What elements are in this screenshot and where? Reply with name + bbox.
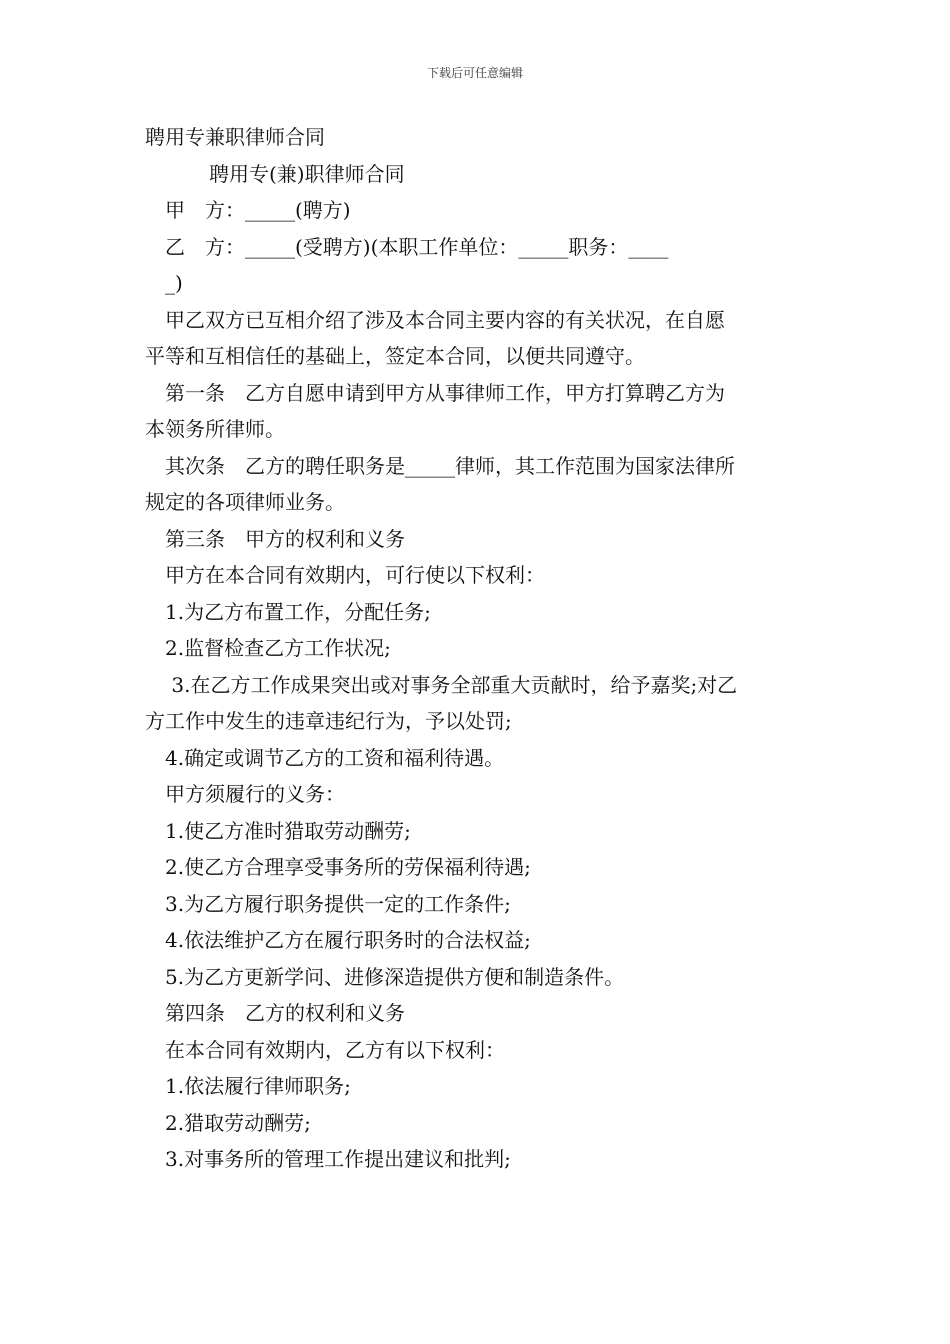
party-b-line-cont: _) [165,271,183,295]
list-item: 5.为乙方更新学问、进修深造提供方便和制造条件。 [165,964,625,989]
intro-paragraph-cont: 平等和互相信任的基础上，签定本合同，以便共同遵守。 [145,344,645,368]
list-item: 2.监督检查乙方工作状况; [165,636,391,660]
list-item: 2.使乙方合理享受事务所的劳保福利待遇; [165,855,531,879]
list-item: 1.使乙方准时猎取劳动酬劳; [165,818,411,843]
article-1: 第一条 乙方自愿申请到甲方从事律师工作，甲方打算聘乙方为 [165,380,725,405]
article-1-cont: 本领务所律师。 [145,417,285,441]
list-item: 4.确定或调节乙方的工资和福利待遇。 [165,745,505,770]
list-item: 1.依法履行律师职务; [165,1074,351,1098]
article-3-duties-intro: 甲方须履行的义务： [165,782,345,806]
intro-paragraph: 甲乙双方已互相介绍了涉及本合同主要内容的有关状况，在自愿 [165,307,725,332]
page-header: 下载后可任意编辑 [426,66,523,80]
list-item: 3.在乙方工作成果突出或对事务全部重大贡献时，给予嘉奖;对乙 [165,672,738,697]
article-4-rights-intro: 在本合同有效期内，乙方有以下权利： [165,1037,505,1062]
document-subtitle: 聘用专(兼)职律师合同 [209,161,405,186]
list-item: 4.依法维护乙方在履行职务时的合法权益; [165,928,531,952]
list-item: 3.为乙方履行职务提供一定的工作条件; [165,891,511,916]
list-item-cont: 方工作中发生的违章违纪行为，予以处罚; [145,709,512,733]
article-4-title: 第四条 乙方的权利和义务 [165,1001,405,1025]
list-item: 2.猎取劳动酬劳; [165,1110,311,1135]
list-item: 3.对事务所的管理工作提出建议和批判; [165,1147,511,1171]
article-2-cont: 规定的各项律师业务。 [145,490,345,514]
article-2: 其次条 乙方的聘任职务是_____律师，其工作范围为国家法律所 [165,453,735,478]
article-3-title: 第三条 甲方的权利和义务 [165,526,405,551]
list-item: 1.为乙方布置工作，分配任务; [165,599,431,624]
party-b-line: 乙 方：_____(受聘方)(本职工作单位：_____职务：____ [165,234,669,259]
article-3-rights-intro: 甲方在本合同有效期内，可行使以下权利： [165,563,545,587]
document-title: 聘用专兼职律师合同 [145,125,325,149]
party-a-line: 甲 方：_____(聘方) [165,198,351,222]
document-body [145,119,820,1178]
